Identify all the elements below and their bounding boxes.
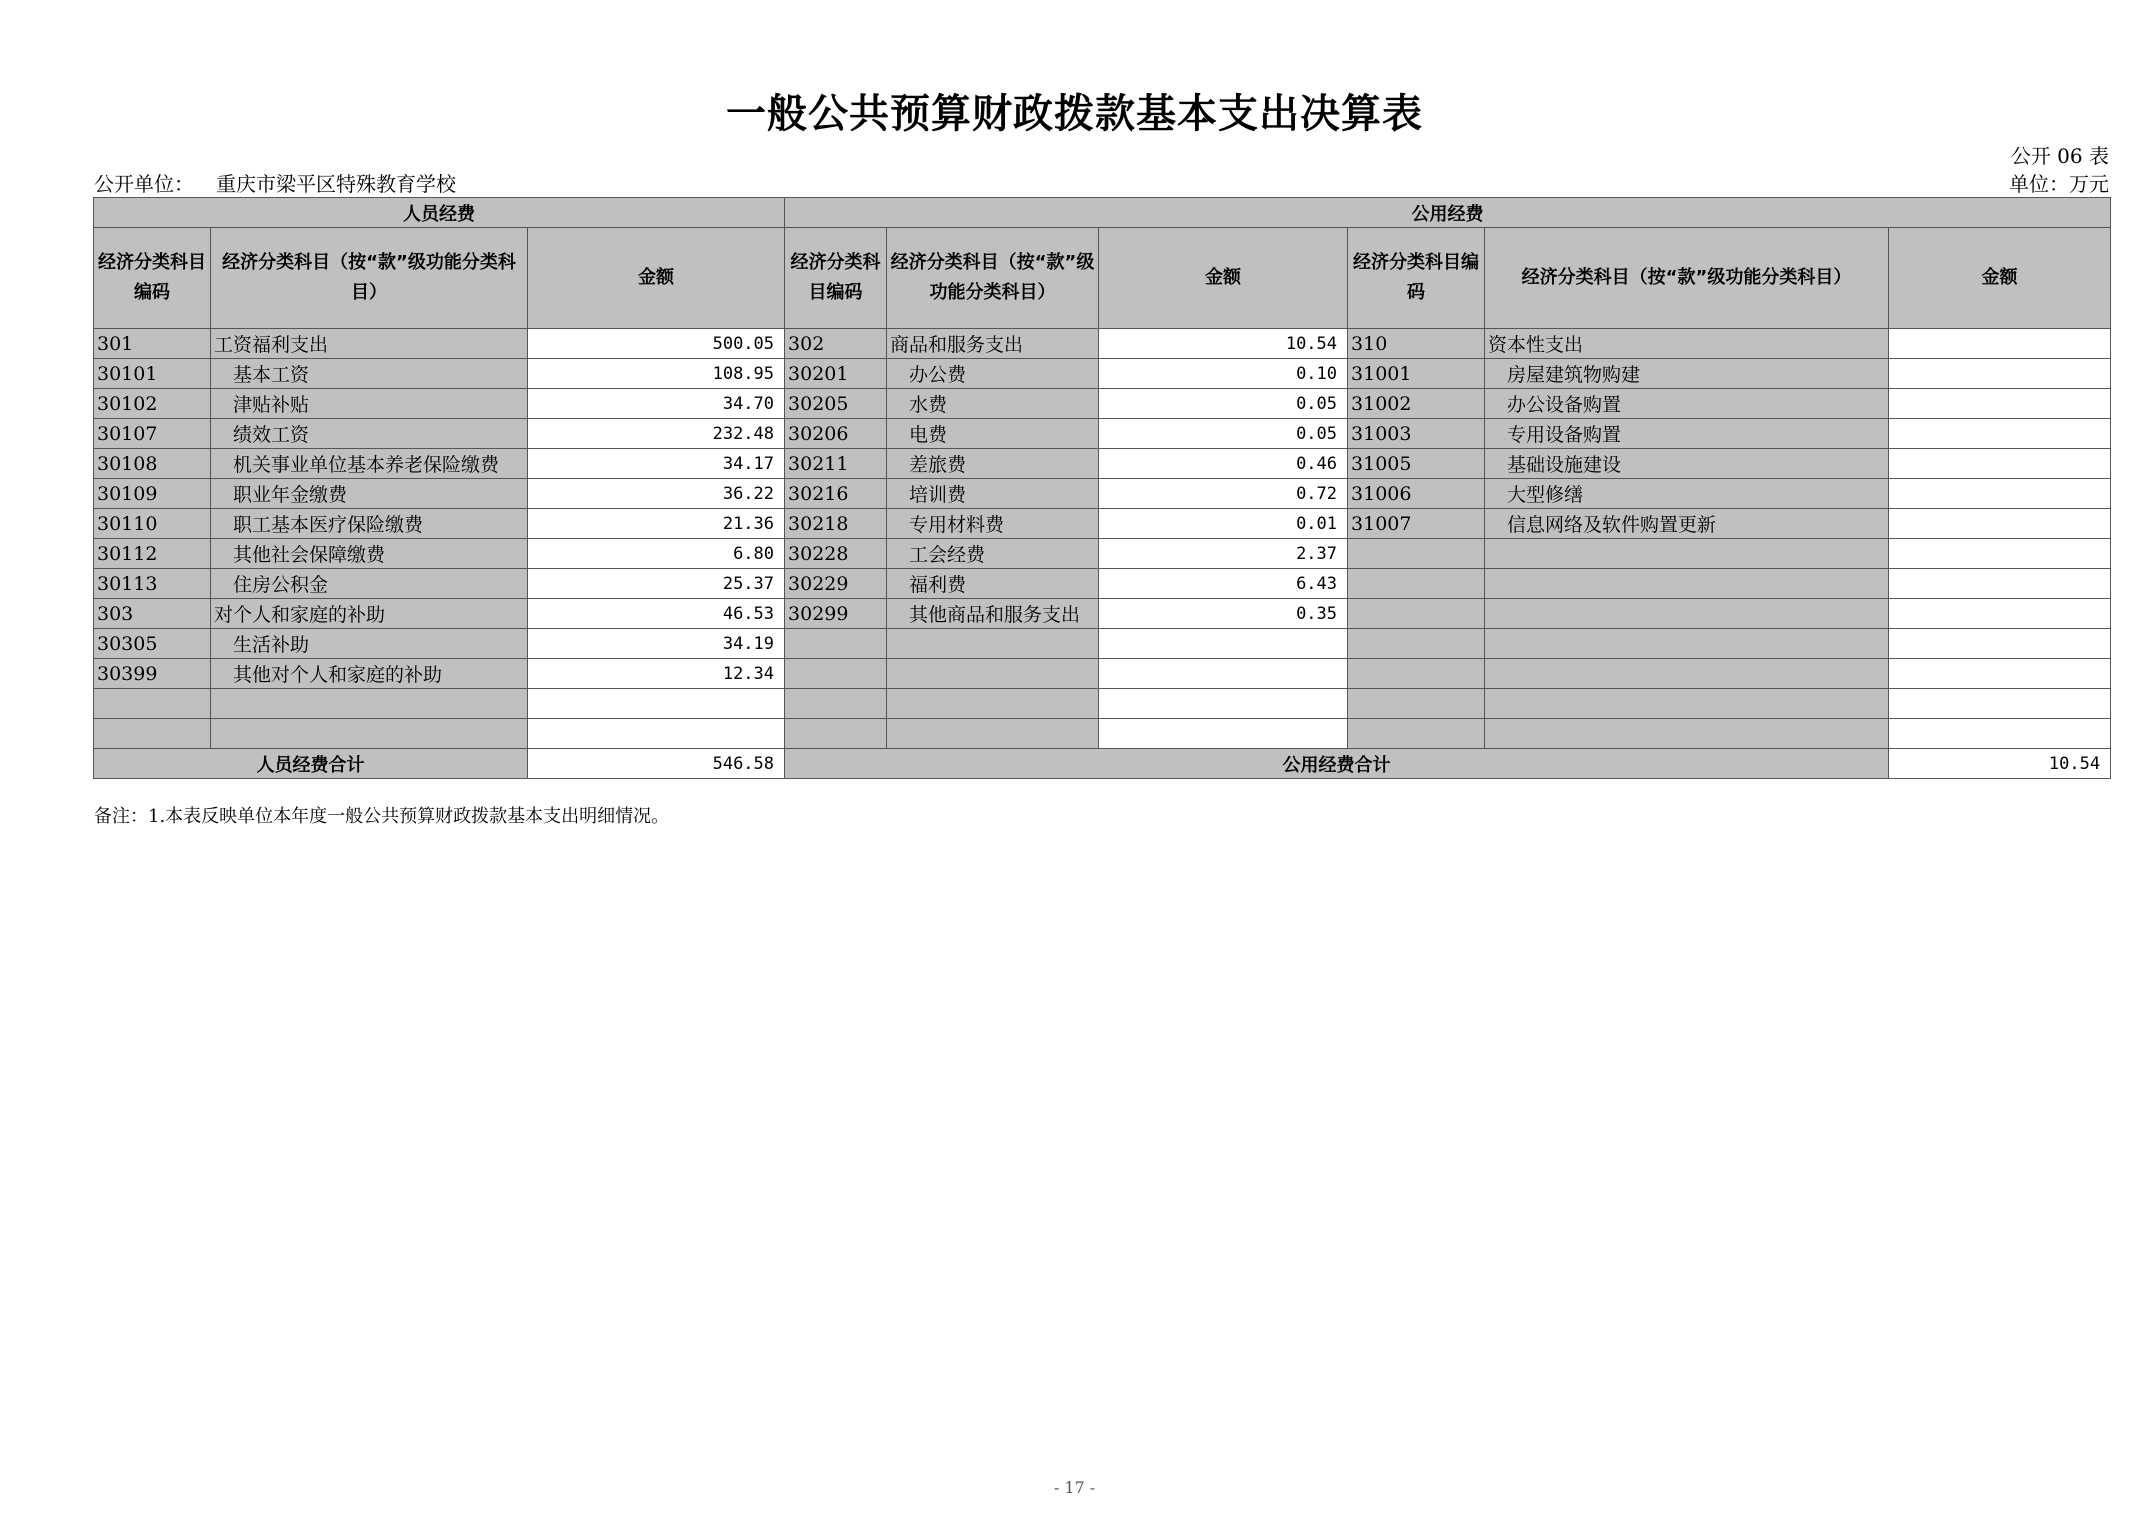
amount-cell bbox=[1889, 569, 2111, 599]
table-row bbox=[94, 389, 2111, 419]
code-cell: 30109 bbox=[94, 479, 211, 509]
name-cell: 职工基本医疗保险缴费 bbox=[211, 509, 528, 539]
table-row bbox=[94, 629, 2111, 659]
code-cell bbox=[94, 719, 211, 749]
code-cell: 30216 bbox=[785, 479, 887, 509]
code-cell bbox=[1348, 599, 1485, 629]
code-cell: 31006 bbox=[1348, 479, 1485, 509]
code-cell bbox=[1348, 719, 1485, 749]
name-cell: 机关事业单位基本养老保险缴费 bbox=[211, 449, 528, 479]
code-cell bbox=[785, 629, 887, 659]
name-cell bbox=[211, 689, 528, 719]
amount-cell bbox=[1889, 359, 2111, 389]
name-cell: 差旅费 bbox=[887, 449, 1099, 479]
amount-cell: 108.95 bbox=[528, 359, 785, 389]
code-cell bbox=[785, 689, 887, 719]
amount-cell bbox=[1889, 419, 2111, 449]
name-cell: 津贴补贴 bbox=[211, 389, 528, 419]
currency-unit: 单位：万元 bbox=[2009, 172, 2109, 196]
name-cell bbox=[887, 689, 1099, 719]
name-cell bbox=[887, 719, 1099, 749]
name-cell: 房屋建筑物购建 bbox=[1485, 359, 1889, 389]
col-header-amount: 金额 bbox=[1889, 228, 2111, 329]
table-row bbox=[94, 689, 2111, 719]
amount-cell bbox=[1889, 389, 2111, 419]
page-title: 一般公共预算财政拨款基本支出决算表 bbox=[726, 90, 1423, 137]
amount-cell bbox=[528, 719, 785, 749]
personnel-total-value: 546.58 bbox=[528, 749, 785, 779]
amount-cell: 232.48 bbox=[528, 419, 785, 449]
table-row bbox=[94, 449, 2111, 479]
code-cell bbox=[1348, 629, 1485, 659]
code-cell: 30102 bbox=[94, 389, 211, 419]
code-cell bbox=[1348, 659, 1485, 689]
amount-cell: 0.05 bbox=[1099, 389, 1348, 419]
amount-cell: 2.37 bbox=[1099, 539, 1348, 569]
col-header-code: 经济分类科目编码 bbox=[1348, 228, 1485, 329]
amount-cell bbox=[1889, 629, 2111, 659]
name-cell: 工会经费 bbox=[887, 539, 1099, 569]
code-cell: 30107 bbox=[94, 419, 211, 449]
name-cell: 信息网络及软件购置更新 bbox=[1485, 509, 1889, 539]
reporting-unit-name: 重庆市梁平区特殊教育学校 bbox=[216, 172, 456, 196]
code-cell: 310 bbox=[1348, 329, 1485, 359]
amount-cell bbox=[1889, 689, 2111, 719]
code-cell bbox=[1348, 569, 1485, 599]
name-cell bbox=[211, 719, 528, 749]
name-cell bbox=[887, 629, 1099, 659]
amount-cell: 0.10 bbox=[1099, 359, 1348, 389]
amount-cell: 34.17 bbox=[528, 449, 785, 479]
code-cell: 30101 bbox=[94, 359, 211, 389]
amount-cell: 10.54 bbox=[1099, 329, 1348, 359]
code-cell: 303 bbox=[94, 599, 211, 629]
amount-cell: 34.70 bbox=[528, 389, 785, 419]
code-cell: 301 bbox=[94, 329, 211, 359]
amount-cell bbox=[1889, 509, 2111, 539]
code-cell: 30205 bbox=[785, 389, 887, 419]
code-cell: 31001 bbox=[1348, 359, 1485, 389]
code-cell: 30399 bbox=[94, 659, 211, 689]
public-total-label: 公用经费合计 bbox=[785, 749, 1889, 779]
name-cell: 办公费 bbox=[887, 359, 1099, 389]
code-cell: 31007 bbox=[1348, 509, 1485, 539]
amount-cell: 0.05 bbox=[1099, 419, 1348, 449]
code-cell: 302 bbox=[785, 329, 887, 359]
amount-cell bbox=[1889, 539, 2111, 569]
table-row bbox=[94, 329, 2111, 359]
amount-cell bbox=[1099, 629, 1348, 659]
amount-cell bbox=[528, 689, 785, 719]
code-cell bbox=[785, 719, 887, 749]
amount-cell: 0.01 bbox=[1099, 509, 1348, 539]
totals-row bbox=[94, 749, 2111, 779]
name-cell: 水费 bbox=[887, 389, 1099, 419]
personnel-total-label: 人员经费合计 bbox=[94, 749, 528, 779]
col-header-name: 经济分类科目（按“款”级功能分类科目） bbox=[1485, 228, 1889, 329]
code-cell bbox=[785, 659, 887, 689]
code-cell: 30110 bbox=[94, 509, 211, 539]
table-row bbox=[94, 419, 2111, 449]
group-header-row bbox=[94, 198, 2111, 228]
code-cell: 30211 bbox=[785, 449, 887, 479]
amount-cell: 12.34 bbox=[528, 659, 785, 689]
amount-cell: 0.35 bbox=[1099, 599, 1348, 629]
code-cell: 30108 bbox=[94, 449, 211, 479]
amount-cell: 500.05 bbox=[528, 329, 785, 359]
code-cell: 30112 bbox=[94, 539, 211, 569]
amount-cell bbox=[1099, 689, 1348, 719]
footnote: 备注：1.本表反映单位本年度一般公共预算财政拨款基本支出明细情况。 bbox=[94, 806, 670, 827]
name-cell bbox=[1485, 569, 1889, 599]
name-cell: 基础设施建设 bbox=[1485, 449, 1889, 479]
amount-cell bbox=[1889, 719, 2111, 749]
code-cell: 30201 bbox=[785, 359, 887, 389]
public-group-header: 公用经费 bbox=[785, 198, 2111, 228]
col-header-name: 经济分类科目（按“款”级功能分类科目） bbox=[211, 228, 528, 329]
name-cell: 职业年金缴费 bbox=[211, 479, 528, 509]
code-cell: 30218 bbox=[785, 509, 887, 539]
amount-cell: 36.22 bbox=[528, 479, 785, 509]
amount-cell bbox=[1889, 479, 2111, 509]
col-header-name: 经济分类科目（按“款”级功能分类科目） bbox=[887, 228, 1099, 329]
code-cell: 31005 bbox=[1348, 449, 1485, 479]
table-row bbox=[94, 539, 2111, 569]
col-header-amount: 金额 bbox=[528, 228, 785, 329]
code-cell: 31002 bbox=[1348, 389, 1485, 419]
amount-cell: 0.72 bbox=[1099, 479, 1348, 509]
form-number: 公开 06 表 bbox=[2010, 144, 2109, 168]
name-cell: 住房公积金 bbox=[211, 569, 528, 599]
code-cell: 30228 bbox=[785, 539, 887, 569]
name-cell bbox=[1485, 689, 1889, 719]
code-cell: 30113 bbox=[94, 569, 211, 599]
name-cell: 其他社会保障缴费 bbox=[211, 539, 528, 569]
name-cell: 商品和服务支出 bbox=[887, 329, 1099, 359]
code-cell: 31003 bbox=[1348, 419, 1485, 449]
table-row bbox=[94, 479, 2111, 509]
name-cell: 绩效工资 bbox=[211, 419, 528, 449]
name-cell: 电费 bbox=[887, 419, 1099, 449]
col-header-code: 经济分类科目编码 bbox=[94, 228, 211, 329]
page-number: - 17 - bbox=[1053, 1478, 1096, 1497]
reporting-unit bbox=[94, 168, 456, 197]
expenditure-table bbox=[93, 197, 2111, 779]
public-total-value: 10.54 bbox=[1889, 749, 2111, 779]
column-header-row bbox=[94, 228, 2111, 329]
name-cell bbox=[1485, 599, 1889, 629]
name-cell: 办公设备购置 bbox=[1485, 389, 1889, 419]
code-cell: 30305 bbox=[94, 629, 211, 659]
amount-cell: 21.36 bbox=[528, 509, 785, 539]
unit-info-row bbox=[94, 168, 2109, 194]
code-cell: 30206 bbox=[785, 419, 887, 449]
amount-cell: 0.46 bbox=[1099, 449, 1348, 479]
amount-cell: 25.37 bbox=[528, 569, 785, 599]
amount-cell bbox=[1889, 329, 2111, 359]
col-header-code: 经济分类科目编码 bbox=[785, 228, 887, 329]
name-cell bbox=[1485, 659, 1889, 689]
name-cell: 其他商品和服务支出 bbox=[887, 599, 1099, 629]
amount-cell bbox=[1099, 719, 1348, 749]
table-row bbox=[94, 719, 2111, 749]
code-cell: 30299 bbox=[785, 599, 887, 629]
code-cell bbox=[94, 689, 211, 719]
name-cell: 专用设备购置 bbox=[1485, 419, 1889, 449]
name-cell: 专用材料费 bbox=[887, 509, 1099, 539]
amount-cell: 6.80 bbox=[528, 539, 785, 569]
table-row bbox=[94, 659, 2111, 689]
name-cell bbox=[887, 659, 1099, 689]
name-cell: 对个人和家庭的补助 bbox=[211, 599, 528, 629]
name-cell bbox=[1485, 629, 1889, 659]
personnel-group-header: 人员经费 bbox=[94, 198, 785, 228]
name-cell: 资本性支出 bbox=[1485, 329, 1889, 359]
amount-cell: 46.53 bbox=[528, 599, 785, 629]
table-row bbox=[94, 359, 2111, 389]
amount-cell bbox=[1099, 659, 1348, 689]
name-cell: 其他对个人和家庭的补助 bbox=[211, 659, 528, 689]
name-cell: 生活补助 bbox=[211, 629, 528, 659]
code-cell bbox=[1348, 539, 1485, 569]
amount-cell: 34.19 bbox=[528, 629, 785, 659]
name-cell bbox=[1485, 539, 1889, 569]
name-cell: 基本工资 bbox=[211, 359, 528, 389]
name-cell: 福利费 bbox=[887, 569, 1099, 599]
amount-cell: 6.43 bbox=[1099, 569, 1348, 599]
amount-cell bbox=[1889, 599, 2111, 629]
name-cell: 大型修缮 bbox=[1485, 479, 1889, 509]
table-row bbox=[94, 599, 2111, 629]
amount-cell bbox=[1889, 659, 2111, 689]
name-cell: 培训费 bbox=[887, 479, 1099, 509]
amount-cell bbox=[1889, 449, 2111, 479]
table-row bbox=[94, 509, 2111, 539]
name-cell: 工资福利支出 bbox=[211, 329, 528, 359]
code-cell bbox=[1348, 689, 1485, 719]
table-row bbox=[94, 569, 2111, 599]
code-cell: 30229 bbox=[785, 569, 887, 599]
col-header-amount: 金额 bbox=[1099, 228, 1348, 329]
reporting-unit-label: 公开单位： bbox=[94, 172, 194, 196]
name-cell bbox=[1485, 719, 1889, 749]
